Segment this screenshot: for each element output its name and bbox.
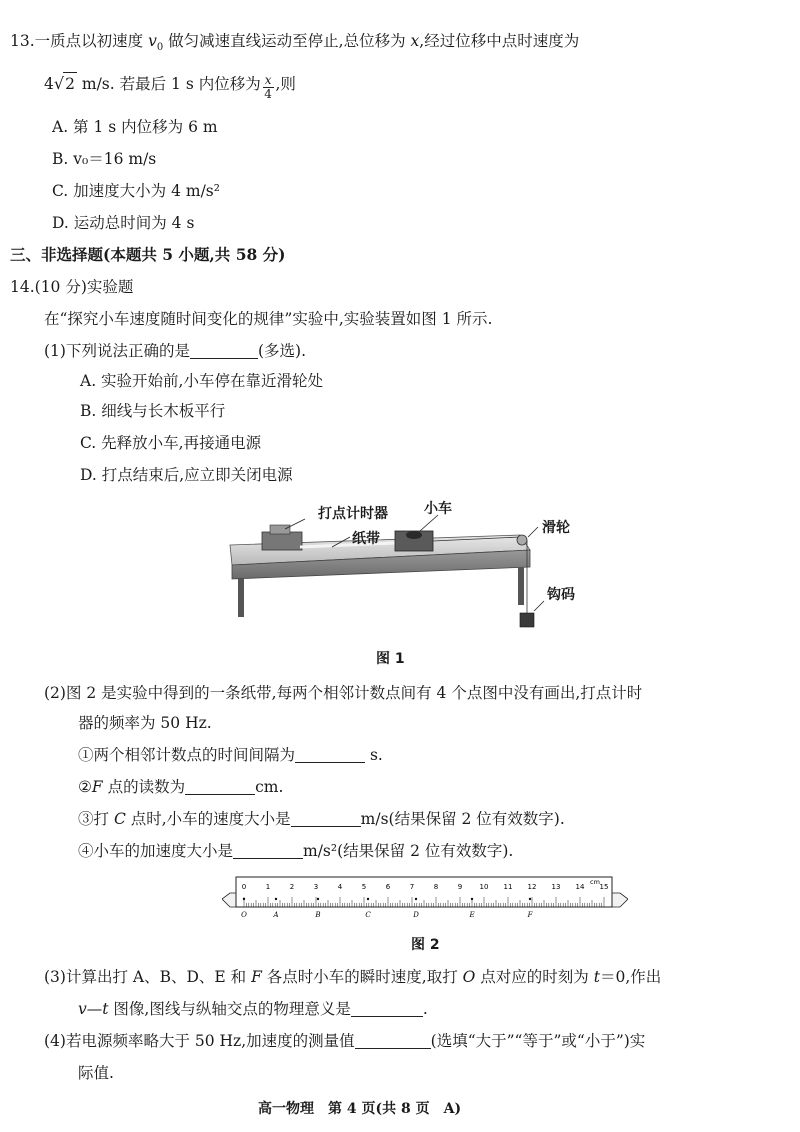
ruler-tick-label: 13 bbox=[551, 883, 561, 891]
tape-point-label: O bbox=[241, 911, 247, 919]
ruler-tick-label: 2 bbox=[289, 883, 295, 891]
page-footer: 高一物理 第 4 页(共 8 页 A) bbox=[258, 1101, 462, 1117]
ruler-tick-label: 7 bbox=[409, 883, 415, 891]
tape-dot bbox=[275, 898, 277, 900]
label-timer: 打点计时器 bbox=[318, 506, 388, 522]
tape-dot bbox=[367, 898, 369, 900]
ruler-tick-label: 12 bbox=[527, 883, 537, 891]
tape-point-label: F bbox=[527, 911, 533, 919]
ruler-tick-label: 4 bbox=[337, 883, 343, 891]
q14-intro: 在“探究小车速度随时间变化的规律”实验中,实验装置如图 1 所示. bbox=[44, 310, 493, 328]
q13-stem-line1: 13.一质点以初速度 $v_0$ 做匀减速直线运动至停止,总位移为 x,经过位移中点时速度为 bbox=[10, 32, 580, 54]
fraction-x-over-4: $\frac{x}{4}$ bbox=[264, 73, 272, 101]
q14-part2-sub1: ①两个相邻计数点的时间间隔为 s. bbox=[78, 746, 383, 764]
ruler-tick-label: 9 bbox=[457, 883, 463, 891]
q13-stem-line2: 4√2 m/s. 若最后 1 s 内位移为 $\frac{x}{4}$ ,则 bbox=[44, 73, 296, 101]
q14-part2-sub4: ④小车的加速度大小是 m/s²(结果保留 2 位有效数字). bbox=[78, 842, 514, 860]
ruler-tick-label: 0 bbox=[241, 883, 247, 891]
figure-2-ruler bbox=[222, 873, 628, 923]
tape-dot bbox=[471, 898, 473, 900]
answer-blank-intercept[interactable] bbox=[351, 1000, 423, 1017]
tape-point-label: D bbox=[413, 911, 419, 919]
tape-point-label: E bbox=[469, 911, 475, 919]
section-3-heading: 三、非选择题(本题共 5 小题,共 58 分) bbox=[10, 245, 286, 264]
tape-point-label: C bbox=[365, 911, 371, 919]
tape-dot bbox=[243, 898, 245, 900]
figure-1-apparatus bbox=[210, 495, 590, 635]
q14-part2-sub2: ②F 点的读数为 cm. bbox=[78, 778, 284, 796]
figure-1-caption: 图 1 bbox=[376, 651, 405, 667]
q14-p1-option-c: C. 先释放小车,再接通电源 bbox=[80, 434, 262, 452]
q14-title: 14.(10 分)实验题 bbox=[10, 278, 134, 296]
ruler-tick-label: 11 bbox=[503, 883, 513, 891]
q14-p1-option-d: D. 打点结束后,应立即关闭电源 bbox=[80, 466, 293, 484]
tape-dot bbox=[317, 898, 319, 900]
answer-blank-c-speed[interactable] bbox=[291, 810, 361, 827]
ruler-tick-label: 15 bbox=[599, 883, 609, 891]
answer-blank-compare[interactable] bbox=[355, 1032, 431, 1049]
ruler-tick-label: 5 bbox=[361, 883, 367, 891]
q14-part3-line2: v—t 图像,图线与纵轴交点的物理意义是 . bbox=[78, 1000, 428, 1018]
ruler-tick-label: 14 bbox=[575, 883, 585, 891]
answer-blank-interval[interactable] bbox=[295, 746, 365, 763]
ruler-unit-label: cm bbox=[590, 878, 600, 886]
tape-dot bbox=[415, 898, 417, 900]
q14-part4-line1: (4)若电源频率略大于 50 Hz,加速度的测量值 (选填“大于”“等于”或“小于”)实 bbox=[44, 1032, 646, 1050]
q13-option-a: A. 第 1 s 内位移为 6 m bbox=[52, 118, 218, 136]
q14-part2-line2: 器的频率为 50 Hz. bbox=[78, 714, 212, 732]
q14-part4-line2: 际值. bbox=[78, 1064, 114, 1082]
q13-option-c: C. 加速度大小为 4 m/s² bbox=[52, 182, 220, 200]
ruler-graphic bbox=[222, 873, 628, 923]
q14-part3-line1: (3)计算出打 A、B、D、E 和 F 各点时小车的瞬时速度,取打 O 点对应的时刻为 t＝0,作出 bbox=[44, 968, 662, 986]
ruler-tick-label: 3 bbox=[313, 883, 319, 891]
label-car: 小车 bbox=[424, 501, 452, 517]
label-tape: 纸带 bbox=[352, 531, 380, 547]
answer-blank-1[interactable] bbox=[190, 342, 258, 359]
answer-blank-f-reading[interactable] bbox=[185, 778, 255, 795]
q14-p1-option-b: B. 细线与长木板平行 bbox=[80, 402, 226, 420]
tape-point-label: B bbox=[315, 911, 321, 919]
ruler-tick-label: 8 bbox=[433, 883, 439, 891]
q14-part2-line1: (2)图 2 是实验中得到的一条纸带,每两个相邻计数点间有 4 个点图中没有画出,打点计时 bbox=[44, 684, 643, 702]
q14-p1-option-a: A. 实验开始前,小车停在靠近滑轮处 bbox=[80, 372, 323, 390]
q14-part2-sub3: ③打 C 点时,小车的速度大小是 m/s(结果保留 2 位有效数字). bbox=[78, 810, 565, 828]
tape-dot bbox=[529, 898, 531, 900]
q13-option-d: D. 运动总时间为 4 s bbox=[52, 214, 195, 232]
ruler-tick-label: 6 bbox=[385, 883, 391, 891]
tape-point-label: A bbox=[273, 911, 279, 919]
answer-blank-acceleration[interactable] bbox=[233, 842, 303, 859]
q14-part1: (1)下列说法正确的是 (多选). bbox=[44, 342, 306, 360]
ruler-tick-label: 1 bbox=[265, 883, 271, 891]
ruler-tick-label: 10 bbox=[479, 883, 489, 891]
figure-2-caption: 图 2 bbox=[411, 937, 440, 953]
q13-option-b: B. v₀＝16 m/s bbox=[52, 150, 157, 168]
label-pulley: 滑轮 bbox=[542, 520, 570, 536]
label-weight: 钩码 bbox=[547, 587, 575, 603]
